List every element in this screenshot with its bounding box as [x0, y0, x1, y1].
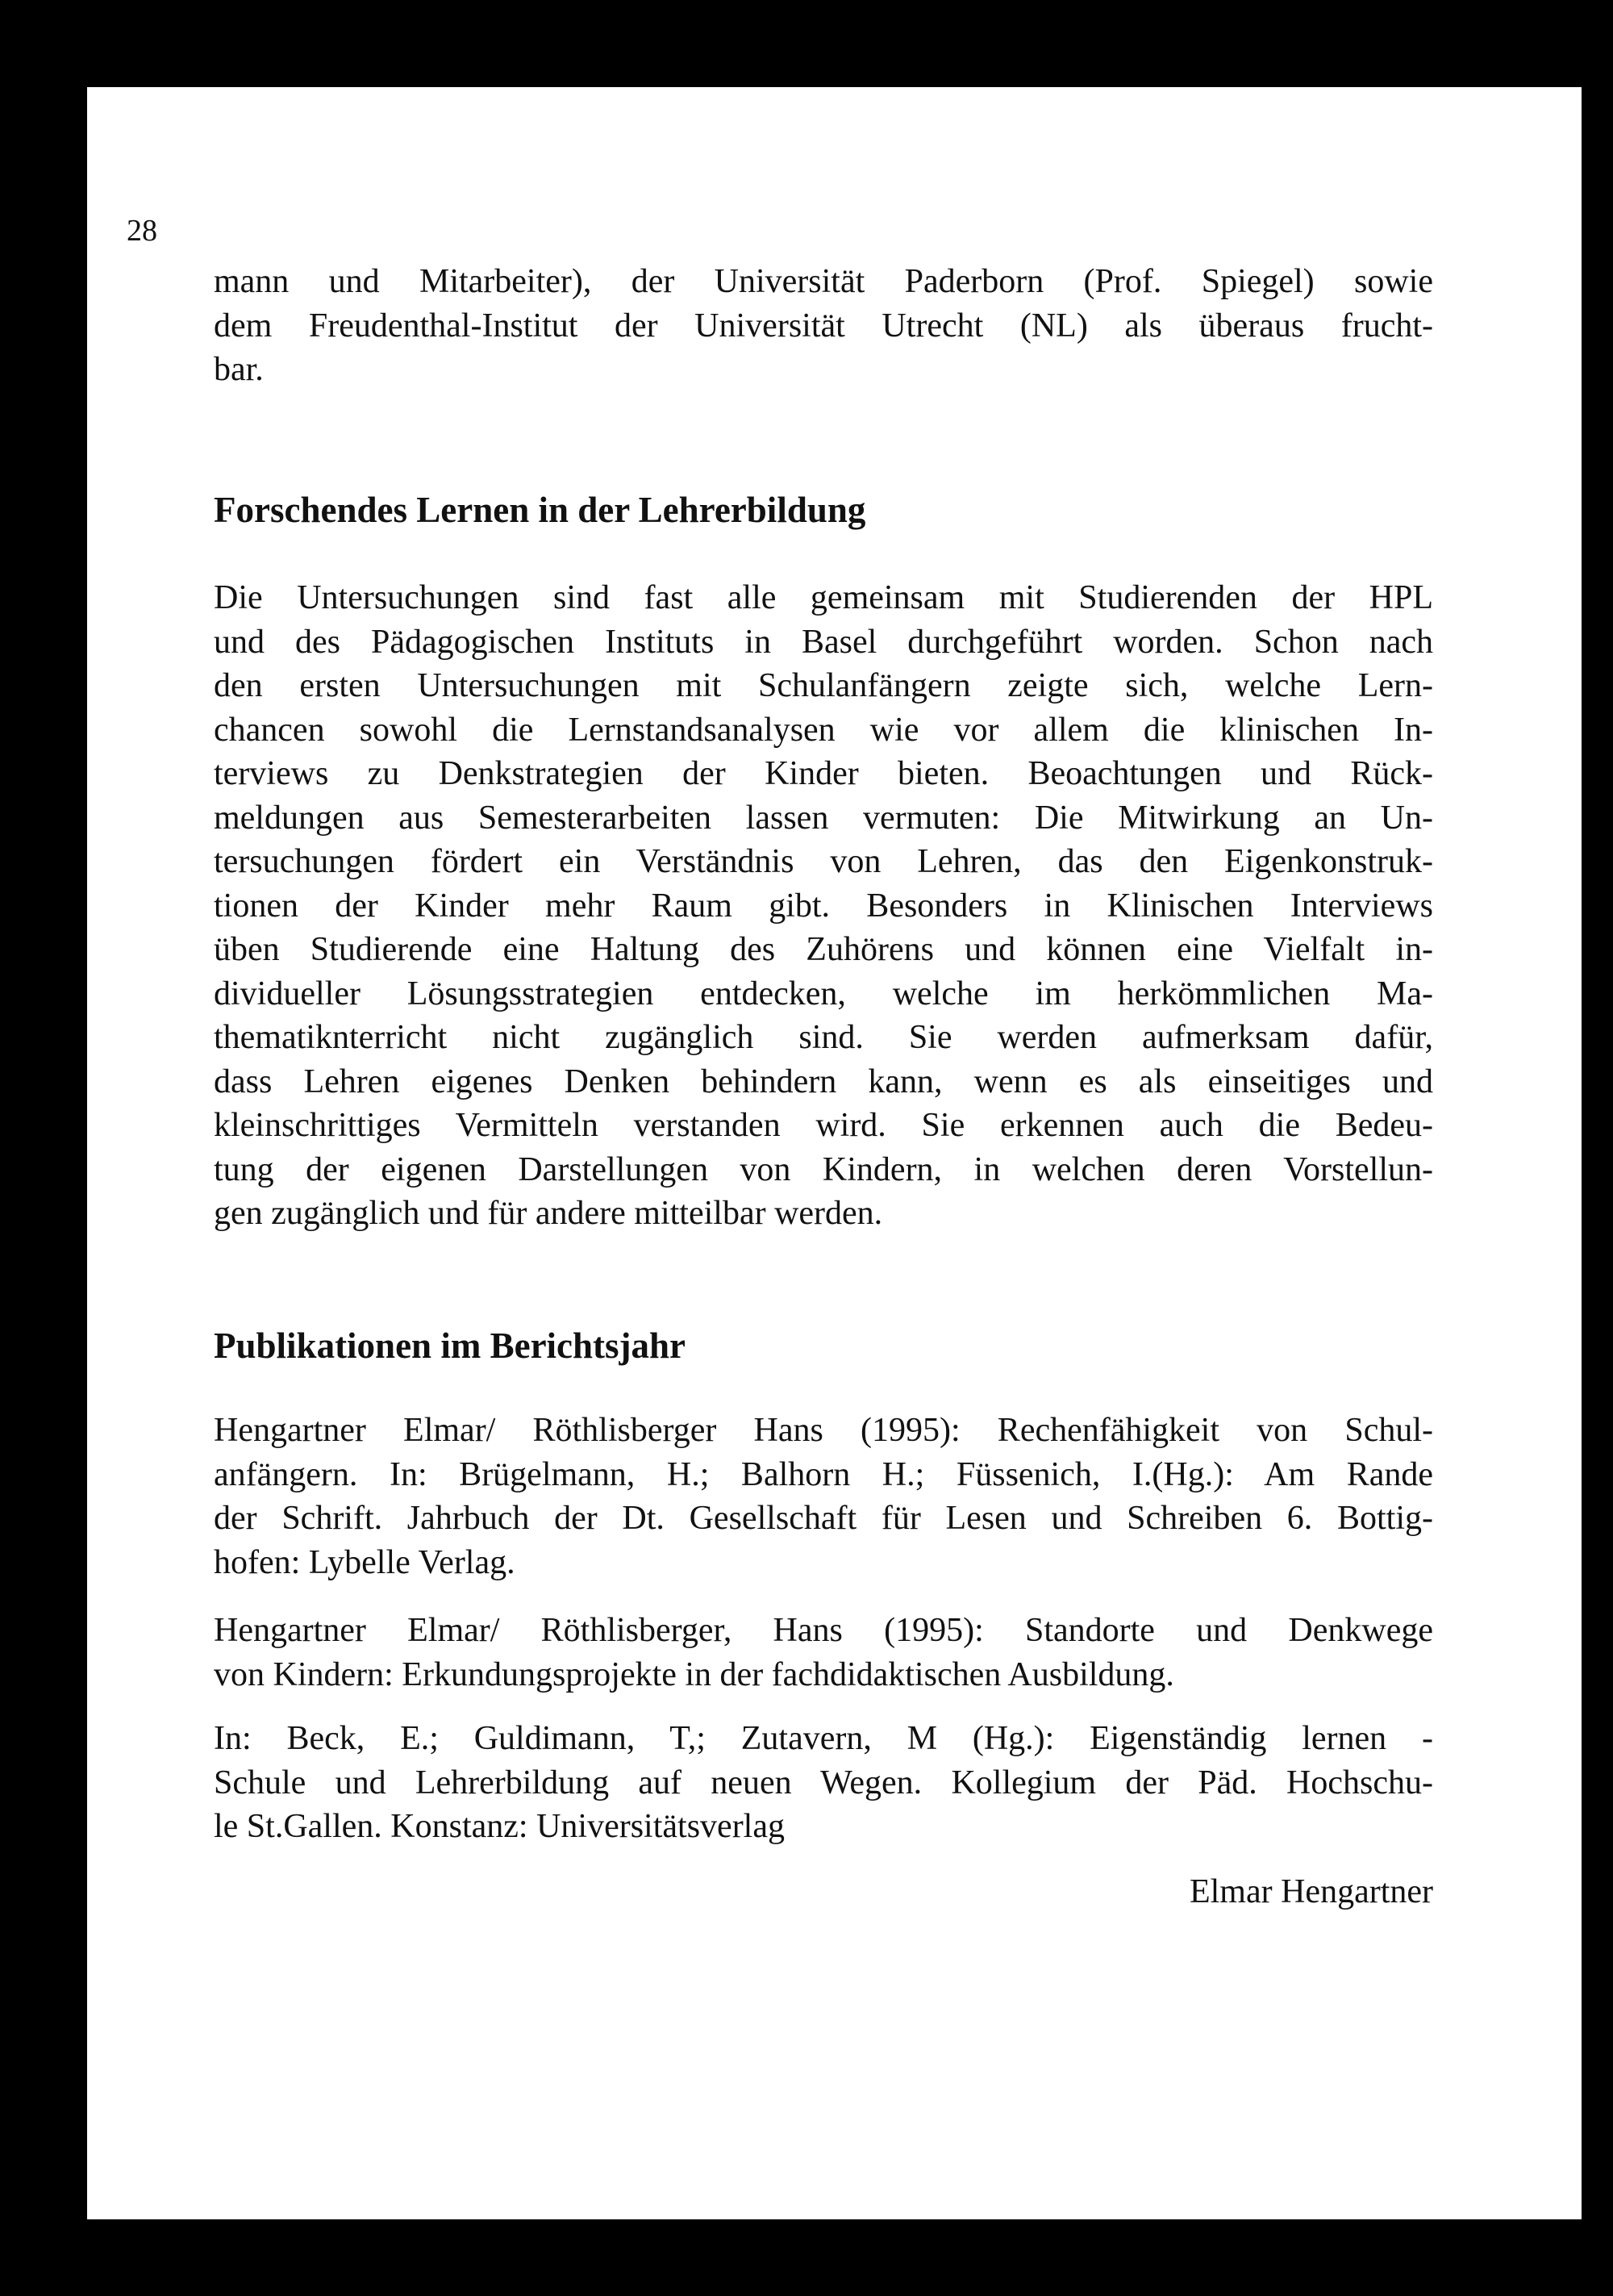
- intro-paragraph: [214, 260, 1433, 392]
- text-line: Hengartner Elmar/ Röthlisberger, Hans (1995): Standorte und Denkwege: [214, 1612, 1433, 1649]
- page-number: 28: [127, 214, 157, 248]
- publication-reference-2: [214, 1609, 1433, 1697]
- text-line: dass Lehren eigenes Denken behindern kann, wenn es als einseitiges und: [214, 1062, 1433, 1100]
- text-line: der Schrift. Jahrbuch der Dt. Gesellschaft für Lesen und Schreiben 6. Bottig-: [214, 1500, 1433, 1537]
- text-line: und des Pädagogischen Instituts in Basel durchgeführt worden. Schon nach: [214, 623, 1433, 661]
- text-line: terviews zu Denkstrategien der Kinder bieten. Beoachtungen und Rück-: [214, 755, 1433, 792]
- section-heading-publikationen: Publikationen im Berichtsjahr: [214, 1325, 686, 1366]
- text-line: kleinschrittiges Vermitteln verstanden wird. Sie erkennen auch die Bedeu-: [214, 1107, 1433, 1144]
- text-line: gen zugänglich und für andere mitteilbar werden.: [214, 1195, 883, 1232]
- section-paragraph-forschendes-lernen: [214, 576, 1433, 1236]
- text-line: Schule und Lehrerbildung auf neuen Wegen. Kollegium der Päd. Hochschu-: [214, 1764, 1433, 1801]
- text-line: Hengartner Elmar/ Röthlisberger Hans (1995): Rechenfähigkeit von Schul-: [214, 1412, 1433, 1449]
- text-line: anfängern. In: Brügelmann, H.; Balhorn H.; Füssenich, I.(Hg.): Am Rande: [214, 1455, 1433, 1493]
- text-line: thematiknterricht nicht zugänglich sind. Sie werden aufmerksam dafür,: [214, 1019, 1433, 1056]
- text-line: chancen sowohl die Lernstandsanalysen wie vor allem die klinischen In-: [214, 711, 1433, 749]
- text-line: bar.: [214, 351, 264, 388]
- text-line: tung der eigenen Darstellungen von Kindern, in welchen deren Vorstellun-: [214, 1150, 1433, 1188]
- text-line: In: Beck, E.; Guldimann, T,; Zutavern, M (Hg.): Eigenständig lernen -: [214, 1720, 1433, 1757]
- publication-reference-3: [214, 1717, 1433, 1849]
- section-heading-forschendes-lernen: Forschendes Lernen in der Lehrerbildung: [214, 490, 866, 530]
- text-line: von Kindern: Erkundungsprojekte in der fachdidaktischen Ausbildung.: [214, 1655, 1174, 1693]
- text-line: den ersten Untersuchungen mit Schulanfängern zeigte sich, welche Lern-: [214, 667, 1433, 704]
- author-signature: Elmar Hengartner: [1189, 1873, 1433, 1910]
- text-line: Die Untersuchungen sind fast alle gemeinsam mit Studierenden der HPL: [214, 579, 1433, 616]
- text-line: dividueller Lösungsstrategien entdecken, welche im herkömmlichen Ma-: [214, 975, 1433, 1012]
- text-line: meldungen aus Semesterarbeiten lassen vermuten: Die Mitwirkung an Un-: [214, 799, 1433, 837]
- text-line: le St.Gallen. Konstanz: Universitätsverlag: [214, 1808, 785, 1845]
- publication-reference-1: [214, 1409, 1433, 1584]
- text-line: mann und Mitarbeiter), der Universität Paderborn (Prof. Spiegel) sowie: [214, 263, 1433, 300]
- text-line: tionen der Kinder mehr Raum gibt. Besonders in Klinischen Interviews: [214, 887, 1433, 925]
- text-line: üben Studierende eine Haltung des Zuhörens und können eine Vielfalt in-: [214, 931, 1433, 968]
- text-line: tersuchungen fördert ein Verständnis von Lehren, das den Eigenkonstruk-: [214, 843, 1433, 880]
- text-line: dem Freudenthal-Institut der Universität Utrecht (NL) als überaus frucht-: [214, 307, 1433, 344]
- text-line: hofen: Lybelle Verlag.: [214, 1543, 515, 1581]
